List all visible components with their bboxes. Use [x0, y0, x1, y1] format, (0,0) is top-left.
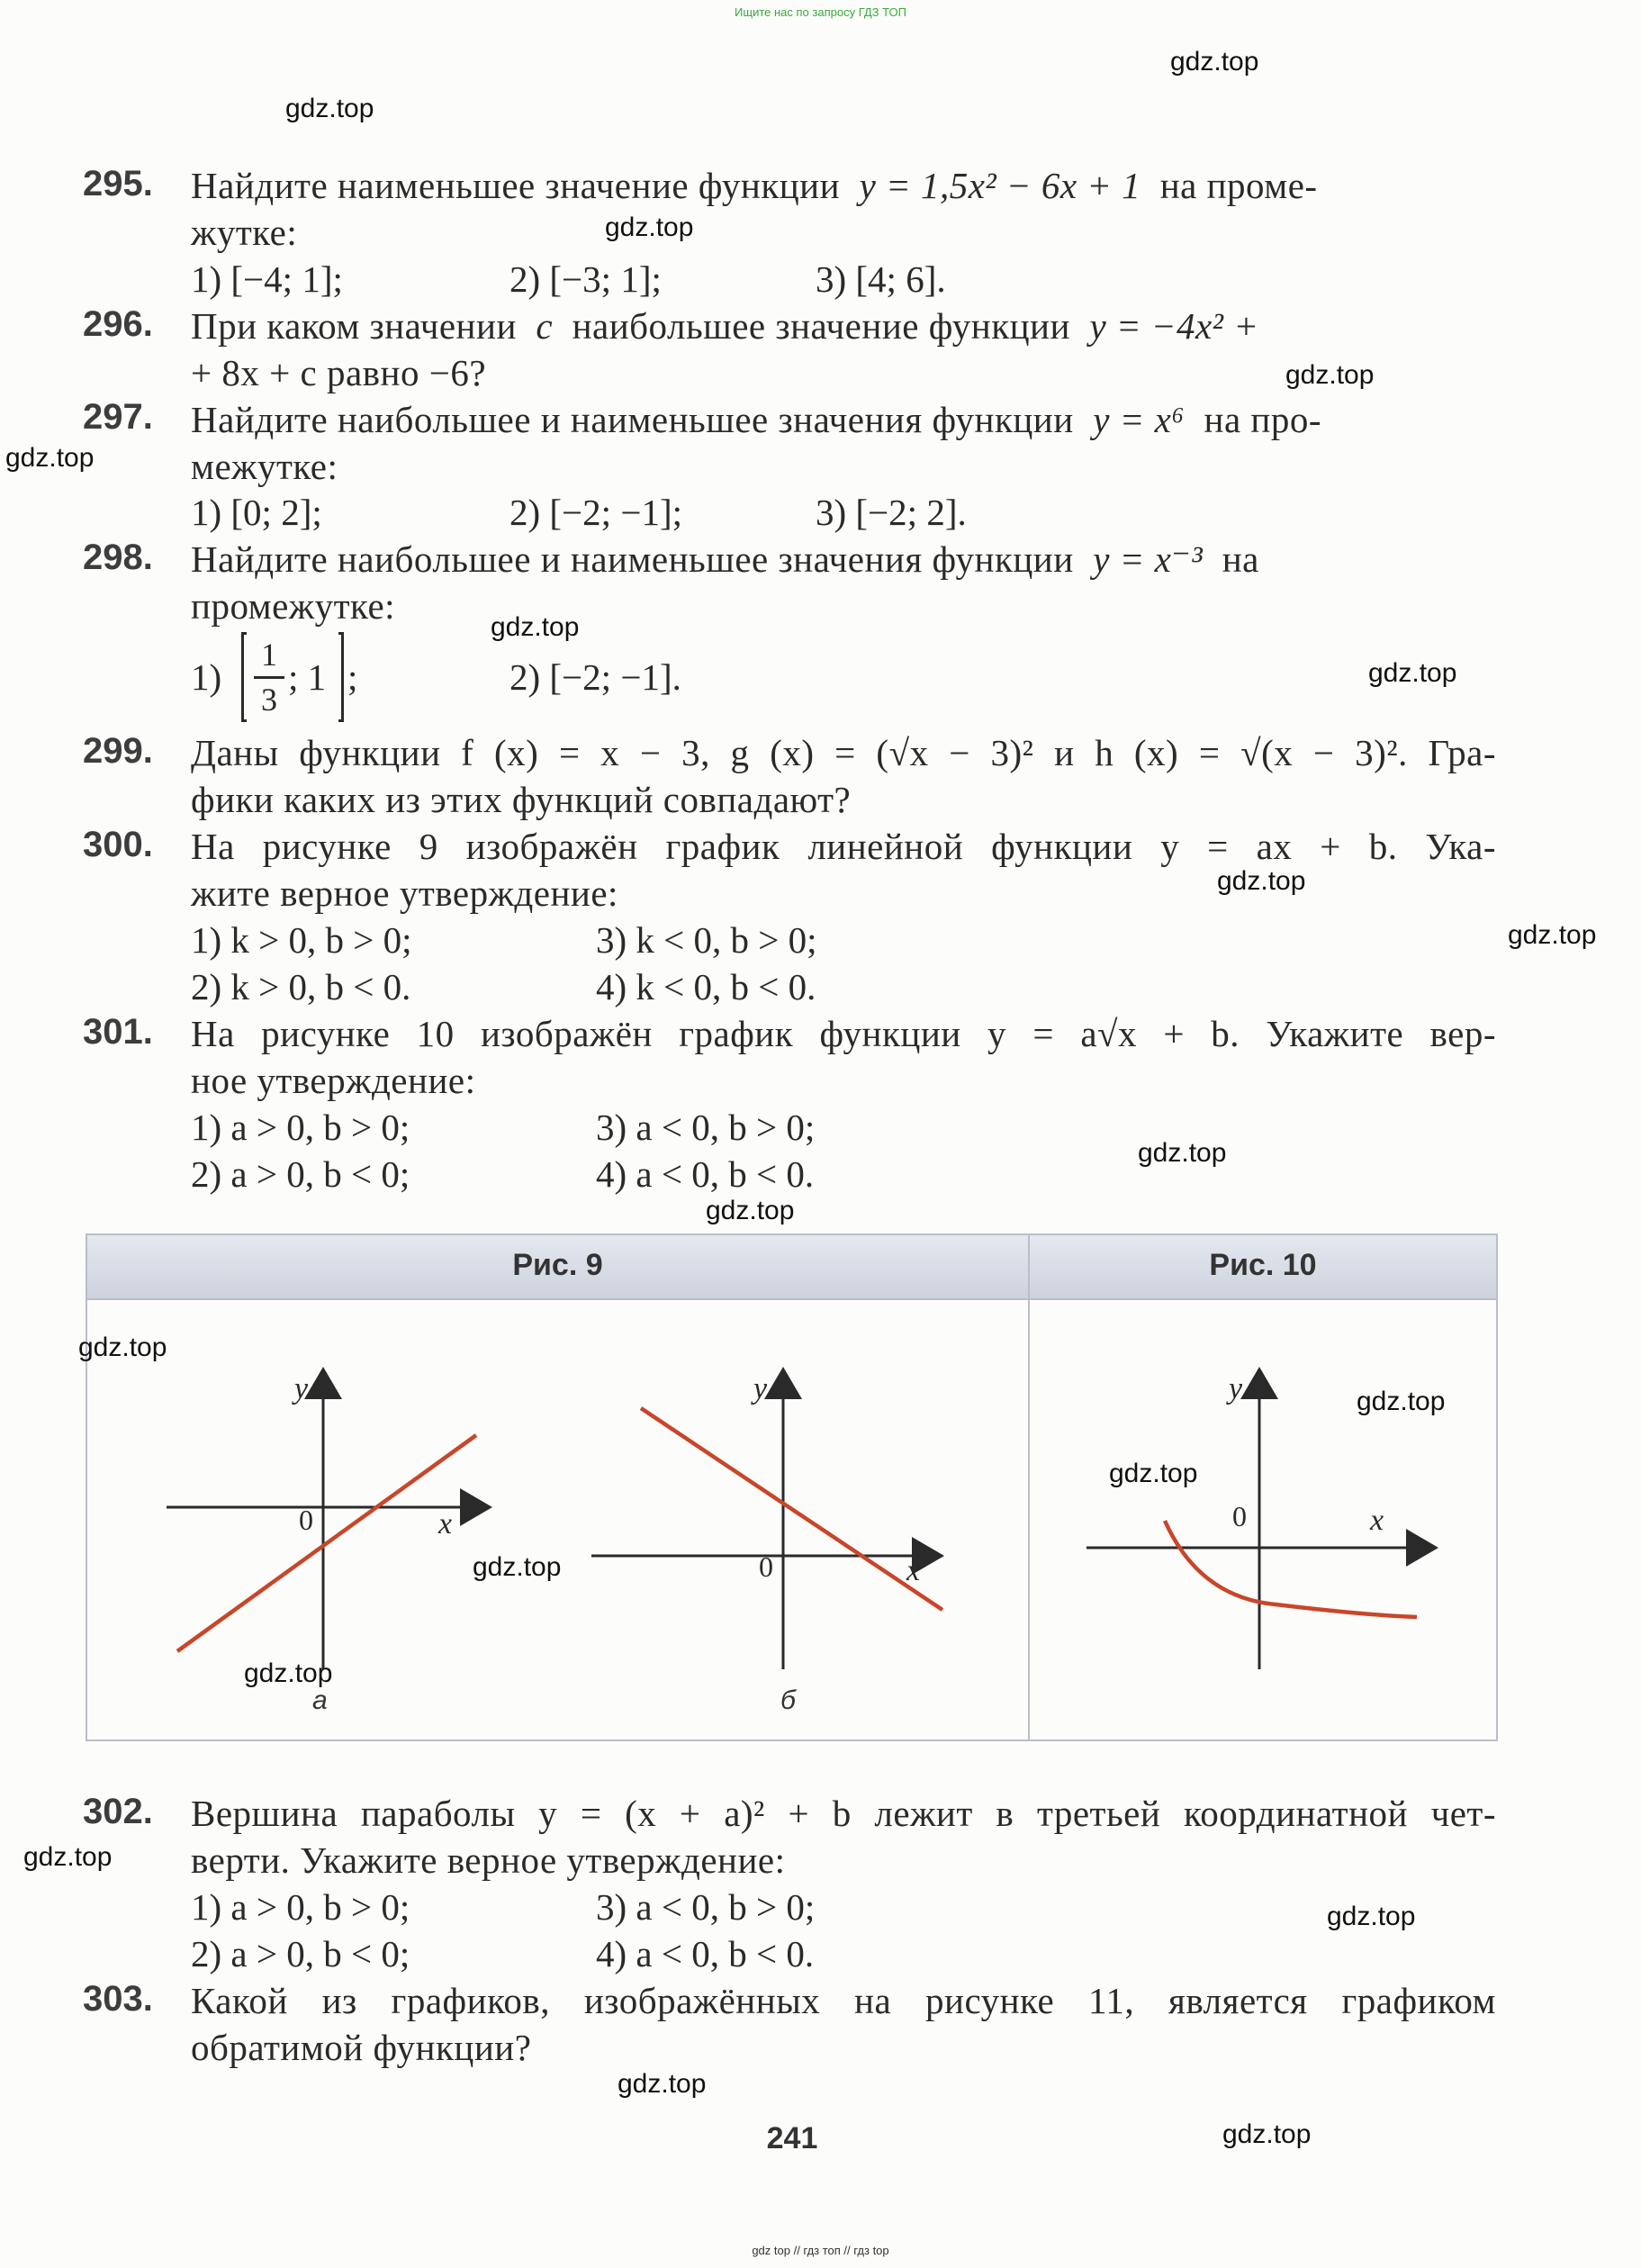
- problem-296-line2: + 8x + c равно −6?: [191, 352, 487, 393]
- linear-graph-line: [177, 1435, 476, 1651]
- watermark: gdz.top: [78, 1333, 167, 1362]
- x-axis-label: x: [438, 1507, 453, 1541]
- answer-option: 2) a > 0, b < 0;: [191, 1153, 410, 1195]
- problem-303-line2: обратимой функции?: [191, 2027, 532, 2068]
- answer-option: 2) [−3; 1];: [509, 258, 662, 300]
- answer-option: 2) [−2; −1].: [509, 656, 681, 698]
- figure-10-title: Рис. 10: [1209, 1248, 1317, 1282]
- origin-label: 0: [759, 1550, 773, 1583]
- answer-option: 3) a < 0, b > 0;: [596, 1107, 816, 1148]
- problem-296-line1: При каком значении c наибольшее значение функции y = −4x² +: [191, 305, 1259, 347]
- problem-295-line1: Найдите наименьшее значение функции y = 1,5x² − 6x + 1 на проме-: [191, 165, 1318, 206]
- problem-number: 295.: [83, 164, 153, 203]
- problem-number: 301.: [83, 1012, 153, 1052]
- answer-option-label: 1): [191, 656, 222, 698]
- page-number: 241: [766, 2121, 818, 2155]
- problem-number: 298.: [83, 538, 153, 577]
- fraction-numerator: 1: [261, 637, 277, 673]
- answer-option: 2) a > 0, b < 0;: [191, 1933, 410, 1974]
- problem-number: 303.: [83, 1979, 153, 2019]
- fraction-denominator: 3: [261, 682, 277, 718]
- problem-299-line1: Даны функции f (x) = x − 3, g (x) = (√x − 3)² и h (x) = √(x − 3)². Гра-: [191, 732, 1496, 773]
- watermark: gdz.top: [1138, 1138, 1227, 1168]
- watermark: gdz.top: [473, 1552, 562, 1582]
- problem-number: 300.: [83, 825, 153, 864]
- figure-9a-graph: [167, 1383, 476, 1669]
- answer-option: 2) k > 0, b < 0.: [191, 966, 411, 1007]
- figure-9a-caption: а: [312, 1685, 328, 1715]
- answer-option: 4) a < 0, b < 0.: [596, 1933, 815, 1974]
- bottom-note: gdz top // гдз топ // гдз top: [752, 2244, 889, 2257]
- answer-option: 3) a < 0, b > 0;: [596, 1886, 816, 1928]
- problem-number: 302.: [83, 1792, 153, 1831]
- answer-option: 4) k < 0, b < 0.: [596, 966, 816, 1007]
- problem-number: 299.: [83, 731, 153, 771]
- watermark: gdz.top: [23, 1842, 113, 1872]
- answer-option: 3) [4; 6].: [816, 258, 946, 300]
- problem-303-line1: Какой из графиков, изображённых на рисунке 11, является графиком: [191, 1980, 1496, 2021]
- figure-9-title: Рис. 9: [512, 1248, 603, 1282]
- answer-option: 1) [0; 2];: [191, 492, 322, 533]
- watermark: gdz.top: [244, 1658, 333, 1688]
- y-axis-label: y: [1229, 1372, 1243, 1405]
- problem-number: 296.: [83, 304, 153, 344]
- fraction-tail: ; 1: [288, 656, 327, 698]
- origin-label: 0: [299, 1504, 313, 1536]
- watermark: gdz.top: [1170, 47, 1259, 77]
- x-axis-label: x: [1370, 1504, 1384, 1537]
- watermark: gdz.top: [1285, 360, 1375, 390]
- answer-option: 1) [−4; 1];: [191, 258, 343, 300]
- answer-option: 1) k > 0, b > 0;: [191, 919, 412, 961]
- problem-number: 297.: [83, 397, 153, 437]
- watermark: gdz.top: [1327, 1902, 1416, 1931]
- linear-graph-line: [641, 1408, 942, 1610]
- problem-302-line1: Вершина параболы y = (x + a)² + b лежит в третьей координатной чет-: [191, 1793, 1496, 1834]
- top-note: Ищите нас по запросу ГДЗ ТОП: [735, 5, 906, 19]
- problem-297-line1: Найдите наибольшее и наименьшее значения функции y = x⁶ на про-: [191, 399, 1322, 440]
- y-axis-label: y: [294, 1372, 309, 1405]
- answer-option: 3) [−2; 2].: [816, 492, 967, 533]
- watermark: gdz.top: [1357, 1387, 1446, 1416]
- watermark: gdz.top: [1222, 2119, 1312, 2149]
- watermark: gdz.top: [706, 1196, 795, 1225]
- answer-option: 3) k < 0, b > 0;: [596, 919, 817, 961]
- watermark: gdz.top: [1109, 1459, 1198, 1488]
- origin-label: 0: [1232, 1500, 1247, 1532]
- watermark: gdz.top: [491, 612, 580, 642]
- x-axis-label: x: [906, 1554, 921, 1587]
- watermark: gdz.top: [5, 443, 95, 473]
- answer-option: 1) a > 0, b > 0;: [191, 1886, 410, 1928]
- problem-299-line2: фики каких из этих функций совпадают?: [191, 779, 852, 820]
- problem-298-line1: Найдите наибольшее и наименьшее значения функции y = x⁻³ на: [191, 538, 1259, 580]
- answer-option: 4) a < 0, b < 0.: [596, 1153, 815, 1195]
- problem-297-line2: межутке:: [191, 446, 338, 487]
- problem-298-line2: промежутке:: [191, 585, 396, 627]
- watermark: gdz.top: [618, 2069, 707, 2099]
- figure-9b-caption: б: [780, 1685, 796, 1715]
- watermark: gdz.top: [1508, 920, 1597, 950]
- answer-option: 2) [−2; −1];: [509, 492, 682, 533]
- answer-option: 1) a > 0, b > 0;: [191, 1107, 410, 1148]
- answer-option-fraction: 1 3 ; 1 ;: [241, 632, 358, 722]
- watermark: gdz.top: [1217, 866, 1306, 896]
- figures-table: [78, 1233, 1498, 1741]
- watermark: gdz.top: [605, 212, 694, 242]
- fraction-bar: [254, 676, 284, 679]
- problem-300-line2: жите верное утверждение:: [191, 872, 618, 914]
- problem-301-line2: ное утверждение:: [191, 1060, 476, 1101]
- problem-300-line1: На рисунке 9 изображён график линейной функции y = ax + b. Ука-: [191, 826, 1496, 867]
- problem-295-line2: жутке:: [191, 212, 298, 253]
- figure-9b-graph: [591, 1383, 942, 1669]
- problem-301-line1: На рисунке 10 изображён график функции y = a√x + b. Укажите вер-: [191, 1013, 1496, 1054]
- y-axis-label: y: [753, 1372, 768, 1405]
- watermark: gdz.top: [285, 94, 374, 123]
- watermark: gdz.top: [1368, 658, 1457, 688]
- problem-302-line2: верти. Укажите верное утверждение:: [191, 1839, 786, 1881]
